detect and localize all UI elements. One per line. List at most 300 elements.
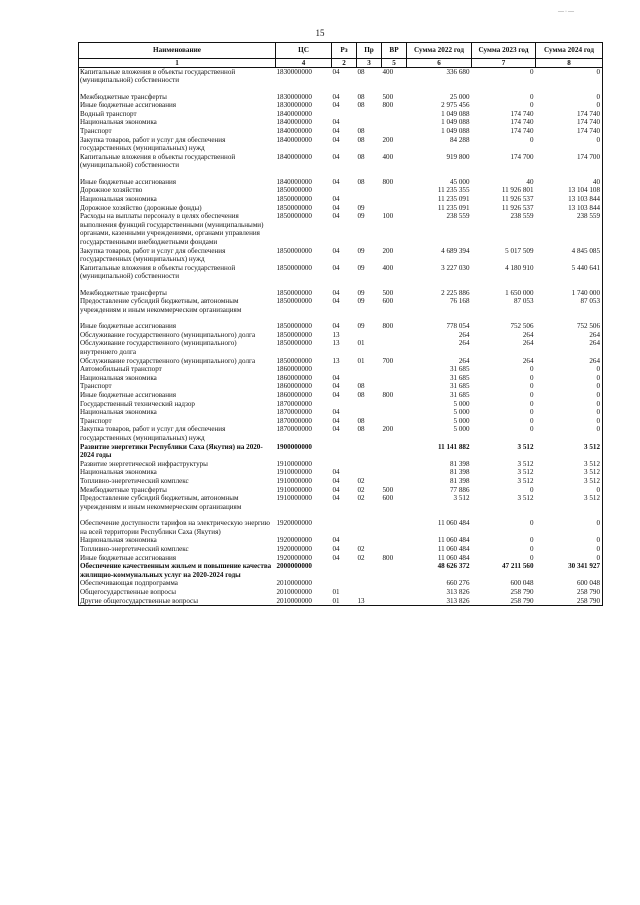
cell-cs: 1860000000: [276, 373, 312, 382]
cell-vr: [382, 468, 407, 477]
cell-name: Капитальные вложения в объекты государственной (муниципальной) собственности: [79, 67, 276, 93]
cell-vr: 800: [382, 322, 394, 331]
cell-sum-2024: 0: [536, 67, 603, 93]
cell-sum-2024: 13 103 844: [536, 204, 603, 213]
cell-sum-2023: 0: [529, 519, 534, 528]
cell-name: Закупка товаров, работ и услуг для обеспечения государственных (муниципальных) нужд: [79, 136, 276, 153]
table-row: [79, 562, 603, 579]
cell-sum-2024: 0: [536, 101, 603, 110]
table-row: [79, 391, 603, 400]
cell-rz: [332, 443, 357, 460]
cell-pr: [357, 110, 382, 119]
cell-cs: 1850000000: [276, 297, 312, 306]
cell-rz: 04: [332, 101, 340, 110]
header-vr: ВР: [382, 43, 407, 59]
cell-name: Иные бюджетные ассигнования: [79, 178, 276, 187]
cell-sum-2024: 0: [536, 519, 603, 536]
cell-cs: 1850000000: [276, 186, 312, 195]
cell-sum-2022: 660 276: [446, 579, 470, 588]
cell-cs: 1920000000: [276, 553, 312, 562]
cell-cs: 1920000000: [276, 544, 312, 553]
cell-vr: [382, 545, 407, 554]
cell-name: Обслуживание государственного (муниципального) долга: [79, 331, 276, 340]
cell-sum-2023: 4 180 910: [505, 263, 534, 272]
cell-cs: 1830000000: [276, 92, 312, 101]
cell-name: Дорожное хозяйство (дорожные фонды): [79, 204, 276, 213]
table-row: [79, 443, 603, 460]
cell-sum-2023: 0: [529, 485, 534, 494]
cell-sum-2023: 600 048: [510, 579, 534, 588]
cell-sum-2023: 3 512: [517, 494, 534, 503]
cell-name: Национальная экономика: [79, 408, 276, 417]
cell-sum-2022: 5 000: [453, 408, 470, 417]
cell-sum-2024: 0: [536, 425, 603, 442]
table-row: [79, 93, 603, 102]
cell-name: Межбюджетные трансферты: [79, 289, 276, 298]
cell-vr: [382, 477, 407, 486]
cell-pr: [357, 374, 382, 383]
table-row: [79, 365, 603, 374]
cell-sum-2024: 0: [536, 374, 603, 383]
cell-rz: 13: [332, 330, 340, 339]
table-row: [79, 417, 603, 426]
cell-sum-2023: 40: [526, 177, 534, 186]
table-row: [79, 178, 603, 187]
table-row: [79, 425, 603, 442]
cell-rz: 04: [332, 152, 340, 161]
cell-vr: 400: [382, 67, 394, 76]
cell-rz: [332, 110, 357, 119]
cell-sum-2024: 238 559: [536, 212, 603, 246]
cell-sum-2024: 600 048: [536, 579, 603, 588]
column-number: 1: [79, 58, 276, 67]
cell-sum-2024: 174 700: [536, 153, 603, 178]
cell-pr: [357, 588, 382, 597]
cell-name: Предоставление субсидий бюджетным, автономным учреждениям и иным некоммерческим организациям: [79, 297, 276, 322]
cell-pr: 09: [357, 297, 365, 306]
cell-sum-2024: 258 790: [536, 588, 603, 597]
cell-cs: 1910000000: [276, 459, 312, 468]
cell-sum-2022: 1 049 088: [441, 118, 470, 127]
cell-vr: [382, 204, 407, 213]
cell-cs: 1860000000: [276, 382, 312, 391]
table-row: [79, 186, 603, 195]
table-body: [79, 67, 603, 606]
cell-rz: 13: [332, 339, 340, 348]
table-row: [79, 127, 603, 136]
cell-sum-2023: 264: [522, 356, 534, 365]
cell-sum-2023: 174 740: [510, 126, 534, 135]
cell-vr: [382, 382, 407, 391]
cell-sum-2022: 31 685: [449, 365, 470, 374]
cell-pr: 08: [357, 177, 365, 186]
cell-vr: 500: [382, 485, 394, 494]
cell-rz: [332, 400, 357, 409]
cell-pr: [357, 118, 382, 127]
cell-pr: 01: [357, 339, 365, 348]
cell-sum-2024: 13 103 844: [536, 195, 603, 204]
cell-cs: 2010000000: [276, 587, 312, 596]
cell-sum-2024: 0: [536, 536, 603, 545]
cell-vr: [382, 597, 407, 606]
cell-name: Расходы на выплаты персоналу в целях обеспечения выполнения функций государственными (муниципальными) органами, казенными учреждениями, органами управления государственными внебюджетными фондами: [79, 212, 276, 246]
cell-rz: [332, 186, 357, 195]
header-name: Наименование: [79, 43, 276, 59]
budget-table: [78, 42, 603, 606]
table-row: [79, 545, 603, 554]
cell-sum-2022: 11 060 484: [437, 519, 470, 528]
cell-pr: 02: [357, 544, 365, 553]
cell-name: Государственный технический надзор: [79, 400, 276, 409]
cell-sum-2023: 3 512: [517, 442, 534, 451]
cell-vr: 200: [382, 135, 394, 144]
cell-cs: 1850000000: [276, 212, 312, 221]
table-row: [79, 118, 603, 127]
cell-vr: 600: [382, 494, 394, 503]
cell-cs: 1850000000: [276, 194, 312, 203]
cell-cs: 1850000000: [276, 288, 312, 297]
table-row: [79, 597, 603, 606]
table-row: [79, 408, 603, 417]
cell-rz: 04: [332, 126, 340, 135]
cell-sum-2023: 0: [529, 391, 534, 400]
table-row: [79, 212, 603, 246]
cell-sum-2022: 81 398: [449, 459, 470, 468]
cell-rz: 04: [332, 544, 340, 553]
cell-pr: 02: [357, 485, 365, 494]
cell-pr: 09: [357, 246, 365, 255]
cell-sum-2023: 0: [529, 382, 534, 391]
cell-name: Национальная экономика: [79, 536, 276, 545]
cell-vr: [382, 195, 407, 204]
cell-sum-2023: 264: [522, 330, 534, 339]
cell-sum-2024: 40: [536, 178, 603, 187]
header-sum-2023: Сумма 2023 год: [472, 43, 536, 59]
cell-pr: 02: [357, 494, 365, 503]
cell-sum-2024: 0: [536, 136, 603, 153]
cell-sum-2022: 81 398: [449, 476, 470, 485]
table-row: [79, 477, 603, 486]
cell-cs: 2000000000: [276, 562, 312, 571]
cell-sum-2023: 3 512: [517, 459, 534, 468]
cell-rz: 01: [332, 587, 340, 596]
cell-vr: 400: [382, 152, 394, 161]
cell-sum-2023: 0: [529, 101, 534, 110]
cell-cs: 1900000000: [276, 442, 312, 451]
cell-sum-2024: 258 790: [536, 597, 603, 606]
cell-sum-2023: 752 506: [510, 322, 534, 331]
table-row: [79, 468, 603, 477]
cell-sum-2022: 84 288: [449, 135, 470, 144]
table-row: [79, 494, 603, 519]
cell-pr: [357, 186, 382, 195]
cell-sum-2022: 238 559: [446, 212, 470, 221]
column-number: 7: [472, 58, 536, 67]
cell-sum-2024: 87 053: [536, 297, 603, 322]
cell-sum-2022: 3 227 030: [441, 263, 470, 272]
cell-vr: [382, 579, 407, 588]
cell-rz: 01: [332, 597, 357, 606]
cell-vr: [382, 331, 407, 340]
cell-cs: 1910000000: [276, 494, 312, 503]
cell-cs: 1850000000: [276, 322, 312, 331]
cell-name: Развитие энергетики Республики Саха (Якутия) на 2020-2024 годы: [79, 443, 276, 460]
cell-sum-2024: 3 512: [536, 477, 603, 486]
cell-vr: [382, 365, 407, 374]
table-row: [79, 297, 603, 322]
cell-sum-2022: 313 826: [446, 587, 470, 596]
cell-name: Национальная экономика: [79, 468, 276, 477]
cell-vr: [382, 443, 407, 460]
cell-pr: [357, 468, 382, 477]
cell-name: Закупка товаров, работ и услуг для обеспечения государственных (муниципальных) нужд: [79, 425, 276, 442]
cell-vr: 800: [382, 553, 394, 562]
header-sum-2024: Сумма 2024 год: [536, 43, 603, 59]
cell-sum-2022: 5 000: [453, 399, 470, 408]
cell-rz: 04: [332, 373, 340, 382]
cell-sum-2022: 4 689 394: [441, 246, 470, 255]
cell-vr: [382, 588, 407, 597]
cell-sum-2024: 0: [536, 486, 603, 495]
cell-name: Иные бюджетные ассигнования: [79, 554, 276, 563]
table-row: [79, 579, 603, 588]
cell-sum-2024: 1 740 000: [536, 289, 603, 298]
cell-sum-2024: 174 740: [536, 118, 603, 127]
cell-sum-2024: 4 845 085: [536, 247, 603, 264]
cell-sum-2022: 3 512: [453, 494, 470, 503]
cell-rz: 04: [332, 194, 340, 203]
cell-sum-2023: 3 512: [517, 476, 534, 485]
cell-sum-2023: 0: [529, 553, 534, 562]
cell-sum-2023: 11 926 537: [501, 203, 534, 212]
cell-sum-2024: 3 512: [536, 460, 603, 469]
cell-sum-2023: 174 740: [510, 118, 534, 127]
cell-pr: [357, 443, 382, 460]
cell-sum-2023: 0: [529, 365, 534, 374]
cell-cs: 1840000000: [276, 118, 312, 127]
cell-cs: 1830000000: [276, 101, 312, 110]
cell-name: Предоставление субсидий бюджетным, автономным учреждениям и иным некоммерческим организациям: [79, 494, 276, 519]
cell-cs: 1850000000: [276, 263, 312, 272]
cell-sum-2024: 174 740: [536, 127, 603, 136]
cell-sum-2022: 31 685: [449, 373, 470, 382]
cell-sum-2024: 13 104 108: [536, 186, 603, 195]
cell-sum-2022: 264: [458, 339, 470, 348]
cell-sum-2024: 264: [536, 357, 603, 366]
cell-rz: 04: [332, 203, 340, 212]
cell-sum-2023: 174 700: [510, 152, 534, 161]
cell-vr: 800: [382, 177, 394, 186]
cell-rz: 13: [332, 356, 340, 365]
cell-sum-2022: 25 000: [449, 92, 470, 101]
cell-vr: 200: [382, 246, 394, 255]
header-cs: ЦС: [276, 43, 332, 59]
cell-sum-2023: 0: [529, 399, 534, 408]
cell-sum-2023: 1 650 000: [505, 288, 534, 297]
cell-sum-2022: 76 168: [449, 297, 470, 306]
cell-cs: 1840000000: [276, 109, 312, 118]
table-row: [79, 153, 603, 178]
cell-rz: 04: [332, 494, 340, 503]
cell-pr: 09: [357, 288, 365, 297]
cell-cs: 2010000000: [276, 597, 332, 606]
cell-vr: 500: [382, 92, 394, 101]
cell-vr: [382, 110, 407, 119]
header-sum-2022: Сумма 2022 год: [407, 43, 472, 59]
cell-pr: [357, 195, 382, 204]
cell-rz: 04: [332, 118, 340, 127]
cell-sum-2022: 48 626 372: [437, 562, 470, 571]
cell-rz: 04: [332, 135, 340, 144]
cell-name: Национальная экономика: [79, 374, 276, 383]
table-row: [79, 136, 603, 153]
cell-vr: [382, 408, 407, 417]
cell-name: Национальная экономика: [79, 195, 276, 204]
cell-name: Топливно-энергетический комплекс: [79, 545, 276, 554]
cell-rz: 04: [332, 322, 340, 331]
cell-rz: 04: [332, 67, 340, 76]
cell-name: Транспорт: [79, 417, 276, 426]
cell-sum-2023: 11 926 537: [501, 194, 534, 203]
column-number: 3: [357, 58, 382, 67]
cell-vr: [382, 460, 407, 469]
cell-name: Иные бюджетные ассигнования: [79, 322, 276, 331]
cell-pr: 01: [357, 356, 365, 365]
cell-sum-2023: 47 211 560: [501, 562, 534, 571]
cell-pr: [357, 579, 382, 588]
cell-sum-2023: 264: [522, 339, 534, 348]
cell-name: Обслуживание государственного (муниципального) внутреннего долга: [79, 339, 276, 356]
cell-rz: 04: [332, 92, 340, 101]
cell-name: Топливно-энергетический комплекс: [79, 477, 276, 486]
cell-sum-2022: 11 235 355: [437, 186, 470, 195]
cell-rz: 04: [332, 536, 340, 545]
cell-name: Общегосударственные вопросы: [79, 588, 276, 597]
table-row: [79, 331, 603, 340]
table-row: [79, 339, 603, 356]
cell-sum-2024: 5 440 641: [536, 264, 603, 289]
cell-pr: [357, 331, 382, 340]
cell-pr: 08: [357, 382, 365, 391]
cell-rz: 04: [332, 553, 340, 562]
cell-sum-2022: 1 049 088: [441, 126, 470, 135]
cell-rz: 04: [332, 288, 340, 297]
cell-cs: 1910000000: [276, 485, 312, 494]
cell-sum-2024: 30 341 927: [536, 562, 603, 579]
cell-sum-2022: 11 235 091: [437, 203, 470, 212]
cell-rz: [332, 519, 357, 536]
cell-sum-2023: 0: [529, 135, 534, 144]
cell-pr: [357, 460, 382, 469]
cell-sum-2023: 0: [529, 67, 534, 76]
cell-name: Закупка товаров, работ и услуг для обеспечения государственных (муниципальных) нужд: [79, 247, 276, 264]
cell-sum-2023: 238 559: [510, 212, 534, 221]
cell-pr: 08: [357, 416, 365, 425]
cell-sum-2024: 0: [536, 400, 603, 409]
cell-cs: 1830000000: [276, 67, 312, 76]
cell-cs: 1850000000: [276, 330, 312, 339]
cell-vr: [382, 118, 407, 127]
page-number: 15: [315, 28, 325, 38]
cell-pr: 02: [357, 553, 365, 562]
cell-pr: 08: [357, 67, 365, 76]
cell-name: Дорожное хозяйство: [79, 186, 276, 195]
cell-cs: 1870000000: [276, 425, 312, 434]
cell-pr: [357, 562, 382, 579]
cell-rz: 04: [332, 382, 340, 391]
cell-sum-2022: 264: [458, 356, 470, 365]
table-row: [79, 101, 603, 110]
cell-sum-2024: 0: [536, 408, 603, 417]
cell-rz: 04: [332, 476, 340, 485]
cell-rz: 04: [332, 468, 340, 477]
table-row: [79, 400, 603, 409]
table-row: [79, 357, 603, 366]
cell-cs: 1920000000: [276, 519, 312, 528]
table-row: [79, 519, 603, 536]
cell-name: Обслуживание государственного (муниципального) долга: [79, 357, 276, 366]
cell-name: Транспорт: [79, 382, 276, 391]
cell-cs: 1870000000: [276, 408, 312, 417]
cell-vr: [382, 400, 407, 409]
cell-cs: 1840000000: [276, 177, 312, 186]
cell-name: Капитальные вложения в объекты государственной (муниципальной) собственности: [79, 264, 276, 289]
cell-rz: [332, 562, 357, 579]
cell-sum-2024: 3 512: [536, 468, 603, 477]
cell-sum-2024: 3 512: [536, 443, 603, 460]
cell-name: Транспорт: [79, 127, 276, 136]
cell-sum-2022: 11 235 091: [437, 194, 470, 203]
cell-vr: 600: [382, 297, 394, 306]
column-number: 6: [407, 58, 472, 67]
table-row: [79, 195, 603, 204]
cell-name: Капитальные вложения в объекты государственной (муниципальной) собственности: [79, 153, 276, 178]
cell-sum-2022: 5 000: [453, 425, 470, 434]
header-pr: Пр: [357, 43, 382, 59]
cell-sum-2023: 258 790: [472, 597, 536, 606]
table-row: [79, 67, 603, 93]
cell-rz: 04: [332, 416, 340, 425]
cell-name: Водный транспорт: [79, 110, 276, 119]
table-row: [79, 264, 603, 289]
cell-sum-2024: 0: [536, 93, 603, 102]
cell-sum-2022: 336 680: [446, 67, 470, 76]
cell-vr: 800: [382, 101, 394, 110]
cell-sum-2023: 0: [529, 92, 534, 101]
table-row: [79, 247, 603, 264]
cell-name: Обеспечение доступности тарифов на электрическую энергию на всей территории Республики Саха (Якутия): [79, 519, 276, 536]
cell-cs: 2010000000: [276, 579, 312, 588]
cell-pr: 08: [357, 101, 365, 110]
cell-pr: 08: [357, 135, 365, 144]
table-row: [79, 588, 603, 597]
cell-sum-2023: 0: [529, 416, 534, 425]
cell-pr: [357, 400, 382, 409]
cell-vr: 700: [382, 356, 394, 365]
cell-vr: [382, 536, 407, 545]
cell-name: Межбюджетные трансферты: [79, 93, 276, 102]
cell-rz: [332, 460, 357, 469]
cell-rz: 04: [332, 425, 340, 434]
cell-sum-2022: 1 049 088: [441, 109, 470, 118]
cell-rz: [332, 579, 357, 588]
cell-sum-2024: 0: [536, 365, 603, 374]
cell-cs: 1910000000: [276, 476, 312, 485]
cell-sum-2022: 81 398: [449, 468, 470, 477]
table-row: [79, 110, 603, 119]
cell-sum-2022: 11 060 484: [437, 553, 470, 562]
cell-sum-2024: 3 512: [536, 494, 603, 519]
